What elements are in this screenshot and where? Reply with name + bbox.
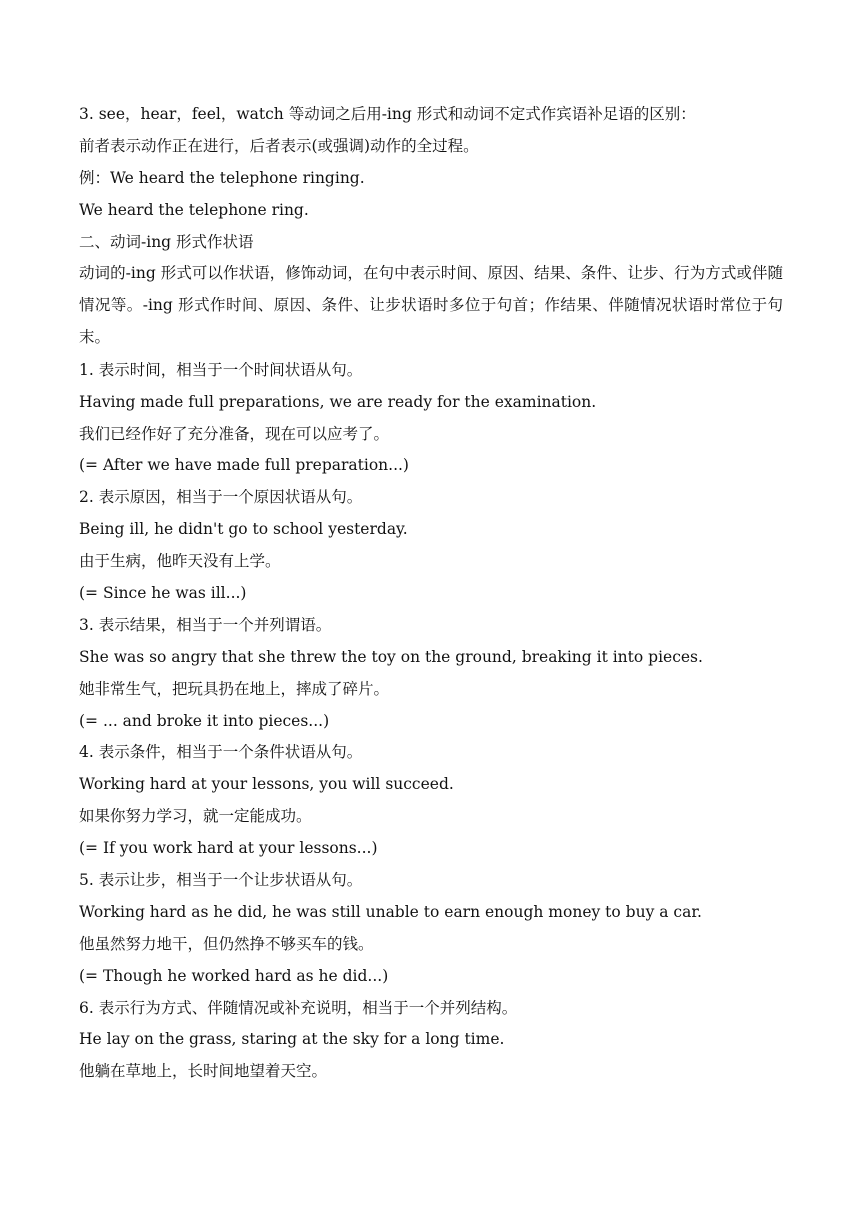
example-translation: 我们已经作好了充分准备，现在可以应考了。 [79,424,390,443]
example-translation: 她非常生气，把玩具扔在地上，摔成了碎片。 [79,679,390,698]
usage-heading-time: 1. 表示时间，相当于一个时间状语从句。 [79,360,363,379]
example-translation: 由于生病，他昨天没有上学。 [79,552,281,571]
example-sentence: Being ill, he didn't go to school yesterday. [79,520,408,539]
example-equivalent: (= Since he was ill...) [79,583,247,602]
example-translation: 如果你努力学习，就一定能成功。 [79,807,312,826]
example-sentence: We heard the telephone ring. [79,200,309,219]
example-sentence: Working hard at your lessons, you will succeed. [79,775,454,794]
usage-heading-condition: 4. 表示条件，相当于一个条件状语从句。 [79,743,363,762]
example-sentence: Working hard as he did, he was still unable to earn enough money to buy a car. [79,902,702,921]
example-sentence: He lay on the grass, staring at the sky for a long time. [79,1030,505,1049]
example-equivalent: (= After we have made full preparation...) [79,456,409,475]
example-sentence: Having made full preparations, we are ready for the examination. [79,392,597,411]
example-equivalent: (= ... and broke it into pieces...) [79,711,330,730]
example-sentence: She was so angry that she threw the toy on the ground, breaking it into pieces. [79,647,703,666]
usage-heading-result: 3. 表示结果，相当于一个并列谓语。 [79,615,332,634]
example-translation: 他虽然努力地干，但仍然挣不够买车的钱。 [79,934,374,953]
example-sentence: 例：We heard the telephone ringing. [79,168,365,187]
document-page [79,104,783,1093]
example-translation: 他躺在草地上，长时间地望着天空。 [79,1062,328,1081]
section-heading: 二、动词-ing 形式作状语 [79,232,254,251]
usage-heading-concession: 5. 表示让步，相当于一个让步状语从句。 [79,870,363,889]
section-intro-paragraph: 动词的-ing 形式可以作状语，修饰动词，在句中表示时间、原因、结果、条件、让步、行为方式或伴随情况等。-ing 形式作时间、原因、条件、让步状语时多位于句首；作结果、伴随情况状语时常位于句末。 [79,264,783,347]
usage-heading-manner: 6. 表示行为方式、伴随情况或补充说明，相当于一个并列结构。 [79,998,518,1017]
usage-heading-reason: 2. 表示原因，相当于一个原因状语从句。 [79,488,363,507]
point-3-explanation: 前者表示动作正在进行，后者表示(或强调)动作的全过程。 [79,136,479,155]
example-equivalent: (= Though he worked hard as he did...) [79,966,389,985]
section-point-3: 3. see，hear，feel，watch 等动词之后用-ing 形式和动词不定式作宾语补足语的区别： [79,105,696,123]
example-equivalent: (= If you work hard at your lessons...) [79,839,378,858]
